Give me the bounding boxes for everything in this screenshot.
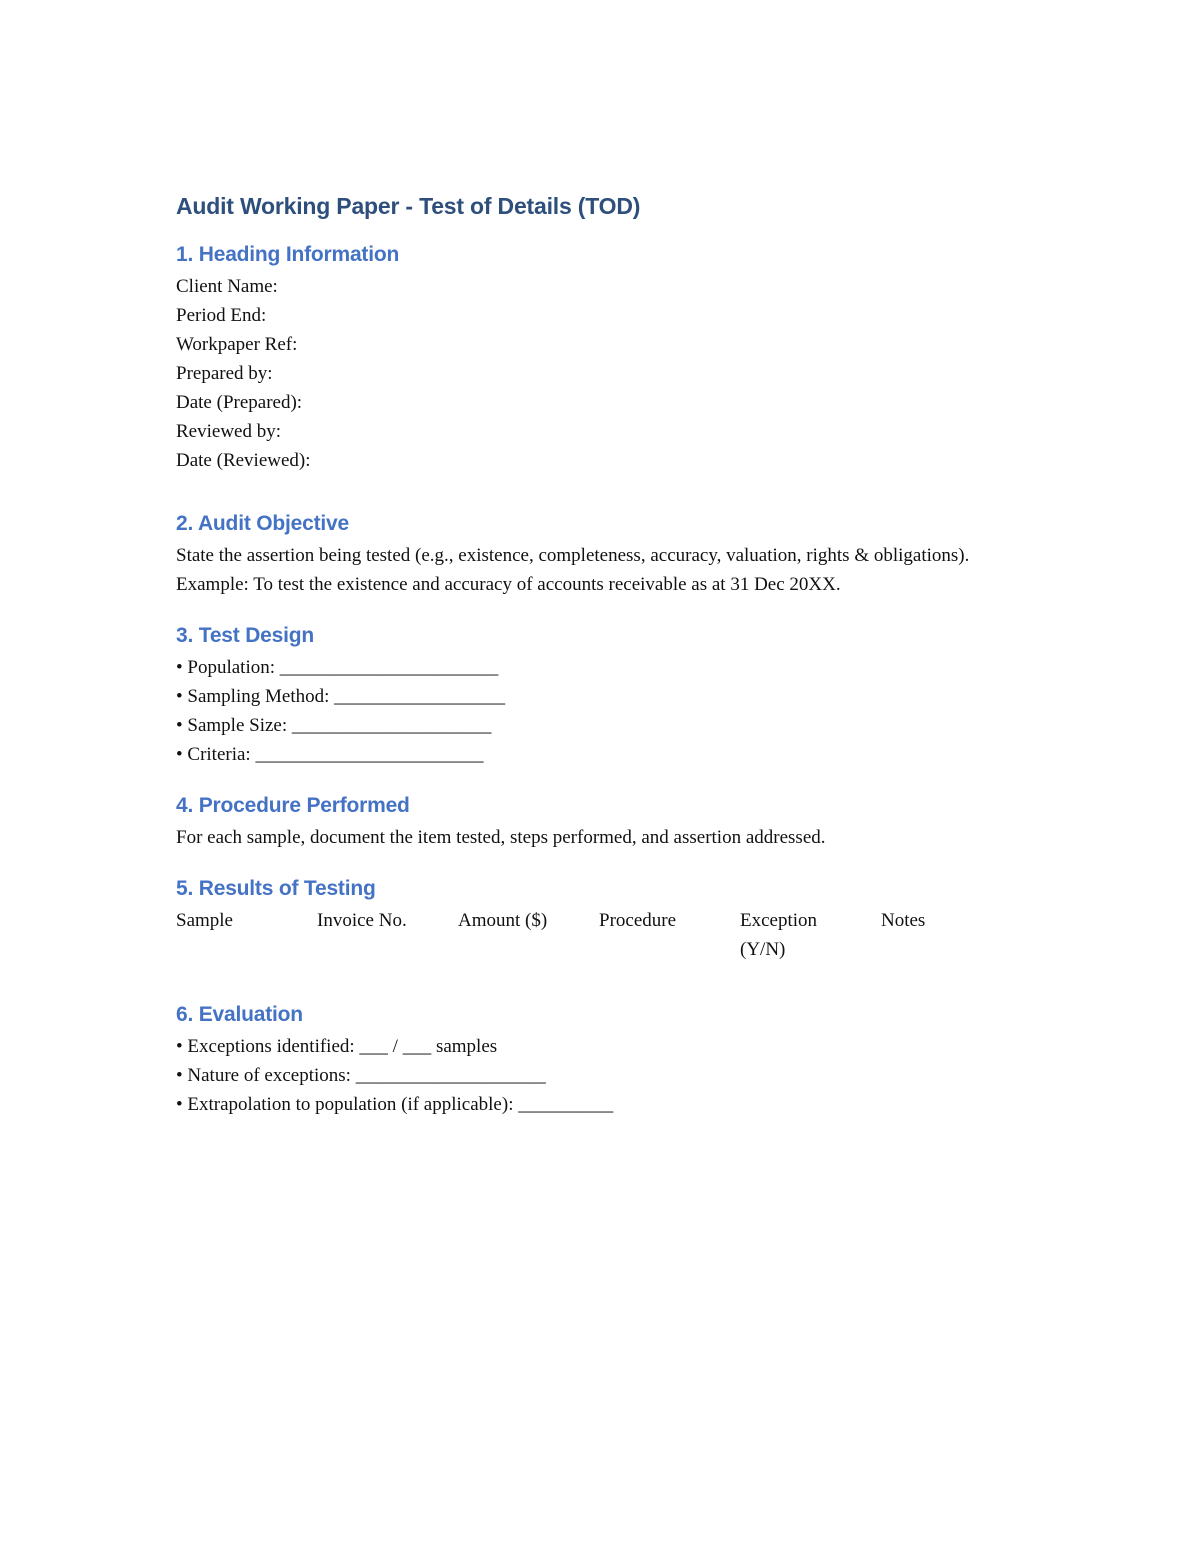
procedure-performed-body — [176, 823, 1056, 852]
exceptions-identified-item: • Exceptions identified: ___ / ___ samples — [176, 1036, 498, 1057]
procedure-performed-text: For each sample, document the item tested, steps performed, and assertion addressed. — [176, 827, 826, 848]
audit-objective-heading: 2. Audit Objective — [176, 512, 349, 535]
period-end-field: Period End: — [176, 305, 267, 326]
document-title: Audit Working Paper - Test of Details (TOD) — [176, 193, 641, 219]
criteria-item: • Criteria: ________________________ — [176, 744, 484, 765]
column-header-sample: Sample — [176, 910, 233, 931]
audit-objective-text: State the assertion being tested (e.g., existence, completeness, accuracy, valuation, rights & obligations). — [176, 545, 970, 566]
test-design-list — [176, 653, 1056, 769]
test-design-heading: 3. Test Design — [176, 624, 315, 647]
evaluation-list — [176, 1032, 1056, 1119]
column-header-amount: Amount ($) — [458, 910, 548, 931]
reviewed-by-field: Reviewed by: — [176, 421, 282, 442]
column-header-exception: Exception (Y/N) — [740, 910, 818, 960]
workpaper-ref-field: Workpaper Ref: — [176, 334, 298, 355]
heading-information-heading: 1. Heading Information — [176, 243, 400, 266]
heading-information-fields — [176, 272, 1056, 475]
date-prepared-field: Date (Prepared): — [176, 392, 303, 413]
column-header-procedure: Procedure — [599, 910, 677, 931]
audit-objective-example: Example: To test the existence and accuracy of accounts receivable as at 31 Dec 20XX. — [176, 574, 841, 595]
column-header-notes: Notes — [881, 910, 926, 931]
population-item: • Population: _______________________ — [176, 657, 499, 678]
sample-size-item: • Sample Size: _____________________ — [176, 715, 492, 736]
audit-objective-body — [176, 541, 1056, 599]
evaluation-heading: 6. Evaluation — [176, 1003, 303, 1026]
client-name-field: Client Name: — [176, 276, 278, 297]
sampling-method-item: • Sampling Method: __________________ — [176, 686, 506, 707]
column-header-invoice-no: Invoice No. — [317, 910, 407, 931]
date-reviewed-field: Date (Reviewed): — [176, 450, 311, 471]
procedure-performed-heading: 4. Procedure Performed — [176, 794, 410, 817]
prepared-by-field: Prepared by: — [176, 363, 273, 384]
results-of-testing-heading: 5. Results of Testing — [176, 877, 376, 900]
nature-of-exceptions-item: • Nature of exceptions: ____________________ — [176, 1065, 546, 1086]
document-body — [176, 190, 1056, 1119]
results-table-header — [176, 906, 1056, 964]
extrapolation-item: • Extrapolation to population (if applicable): __________ — [176, 1094, 614, 1115]
